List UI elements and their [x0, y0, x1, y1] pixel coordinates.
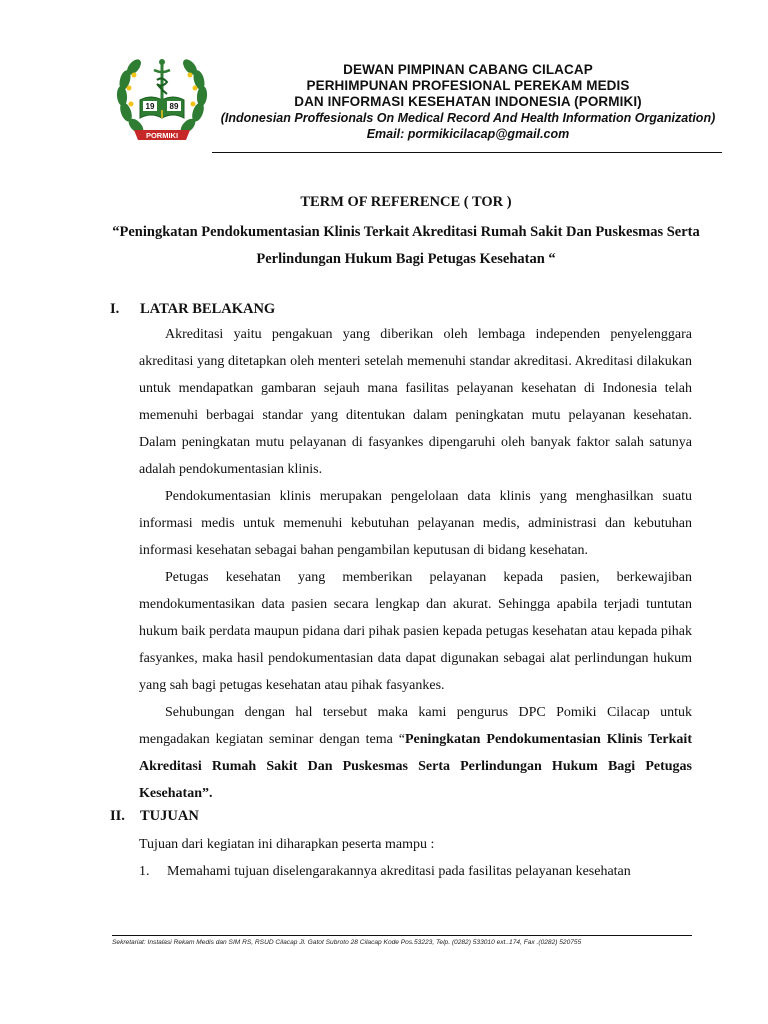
title-theme: “Peningkatan Pendokumentasian Klinis Terkait Akreditasi Rumah Sakit Dan Puskesmas Serta Perlindungan Hukum Bagi Petugas Kesehatan “: [112, 224, 700, 267]
paragraph-petugas: Petugas kesehatan yang memberikan pelayanan kepada pasien, berkewajiban mendokumentasikan data pasien secara lengkap dan akurat. Sehingga apabila terjadi tuntutan hukum baik perdata maupun pidana dari pihak pasien kepada petugas kesehatan atau kepada pihak fasyankes, maka hasil pendokumentasian data dapat digunakan sebagai alat perlindungan hukum yang sah bagi petugas kesehatan atau pihak fasyankes.: [139, 570, 692, 693]
letterhead-line-1: DEWAN PIMPINAN CABANG CILACAP: [343, 62, 593, 77]
logo-year-left: 19: [145, 102, 155, 111]
tujuan-intro: Tujuan dari kegiatan ini diharapkan peserta mampu :: [139, 837, 435, 852]
section-number: II.: [110, 808, 125, 824]
letterhead-email: Email: pormikicilacap@gmail.com: [366, 127, 570, 141]
letterhead: [212, 62, 724, 142]
paragraph-pendokumentasian: Pendokumentasian klinis merupakan pengelolaan data klinis yang menghasilkan suatu informasi medis untuk memenuhi kebutuhan pelayanan medis, administrasi dan kebutuhan informasi kesehatan sebagai bahan pengambilan keputusan di bidang kesehatan.: [139, 489, 692, 558]
section-heading-tujuan: [110, 808, 199, 825]
document-title: [110, 193, 702, 273]
list-item-text: Memahami tujuan diselengarakannya akreditasi pada fasilitas pelayanan kesehatan: [167, 864, 631, 879]
letterhead-english-name: (Indonesian Proffesionals On Medical Record And Health Information Organization): [220, 111, 716, 125]
letterhead-divider: [212, 152, 722, 153]
paragraph-sehubungan-text: Sehubungan dengan hal tersebut maka kami pengurus DPC Pomiki Cilacap untuk mengadakan kegiatan seminar dengan tema “: [139, 705, 692, 747]
footer-divider: [112, 935, 692, 936]
title-tor: TERM OF REFERENCE ( TOR ): [300, 194, 512, 210]
letterhead-line-2: PERHIMPUNAN PROFESIONAL PEREKAM MEDIS: [306, 78, 630, 93]
pormiki-emblem-icon: [112, 50, 212, 150]
footer-secretariat: Sekretariat: Instalasi Rekam Medis dan SIM RS, RSUD Cilacap Jl. Gatot Subroto 28 Cilacap Kode Pos.53223, Telp. (0282) 533010 ext..174, Fax .(0282) 520755: [112, 939, 582, 946]
logo-year-right: 89: [169, 102, 179, 111]
logo-ribbon-text: PORMIKI: [145, 131, 179, 140]
section-title: TUJUAN: [140, 808, 199, 824]
paragraph-sehubungan-theme: Peningkatan Pendokumentasian Klinis Terkait Akreditasi Rumah Sakit Dan Puskesmas Serta Perlindungan Hukum Bagi Petugas Kesehatan”.: [139, 732, 692, 801]
paragraph-sehubungan: [139, 699, 692, 807]
list-item-number: 1.: [139, 864, 150, 879]
letterhead-line-3: DAN INFORMASI KESEHATAN INDONESIA (PORMIKI): [294, 94, 642, 109]
section-number: I.: [110, 301, 120, 317]
paragraph-akreditasi: Akreditasi yaitu pengakuan yang diberikan oleh lembaga independen penyelenggara akreditasi yang ditetapkan oleh menteri setelah memenuhi standar akreditasi. Akreditasi dilakukan untuk mendapatkan gambaran sejauh mana fasilitas pelayanan kesehatan di Indonesia telah memenuhi berbagai standar yang ditentukan dalam peningkatan mutu pelayanan kesehatan. Dalam peningkatan mutu pelayanan di fasyankes dipengaruhi oleh banyak faktor salah satunya adalah pendokumentasian klinis.: [139, 327, 692, 477]
section-title: LATAR BELAKANG: [140, 301, 276, 317]
section-1-body: [139, 321, 692, 807]
list-item: [139, 862, 631, 882]
section-heading-latar-belakang: [110, 301, 275, 318]
